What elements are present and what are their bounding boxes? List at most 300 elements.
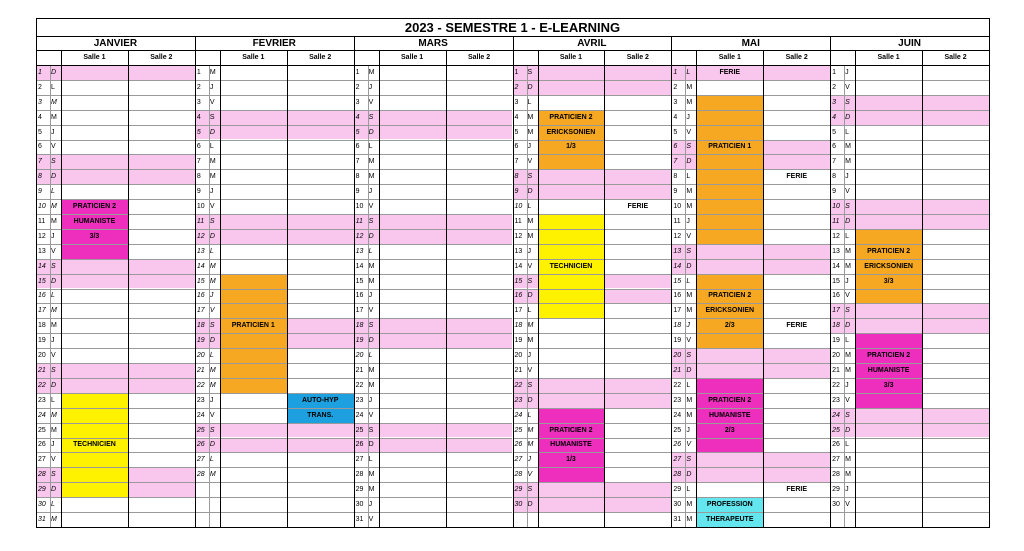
day-of-week: J [51,337,55,345]
day-of-week: M [209,68,216,76]
day-of-week: M [845,262,851,270]
day-of-week: M [686,292,693,300]
day-of-week: L [845,128,850,136]
day-of-week: L [527,203,532,211]
grid-line [36,18,37,527]
grid-line [36,184,195,185]
day-number: 6 [673,143,678,151]
grid-line [36,36,989,37]
grid-line [671,229,830,230]
day-of-week: D [686,471,692,479]
grid-line [830,363,989,364]
day-of-week: L [686,68,691,76]
day-number: 8 [514,173,519,181]
day-of-week: J [686,113,690,121]
day-of-week: J [527,247,531,255]
grid-line [989,18,990,528]
grid-line [195,423,354,424]
day-number: 22 [832,381,840,389]
day-number: 5 [196,128,201,136]
day-of-week: L [51,396,55,404]
day-of-week: M [686,188,693,196]
month-header-mars: MARS [418,37,448,49]
grid-line [195,497,354,498]
grid-line [36,363,195,364]
day-of-week: J [686,426,690,434]
day-of-week: S [845,411,850,419]
day-of-week: V [527,471,533,479]
grid-line [36,438,195,439]
grid-line [671,482,830,483]
grid-line [513,467,672,468]
day-of-week: D [845,426,851,434]
grid-line [36,333,195,334]
day-number: 25 [832,426,840,434]
grid-line [36,244,195,245]
day-of-week: L [527,307,532,315]
grid-line [195,378,354,379]
day-of-week: M [686,515,693,523]
day-number: 29 [514,486,523,494]
day-of-week: L [686,277,691,285]
day-number: 19 [673,337,682,345]
event-label: AUTO-HYP [301,396,339,404]
day-number: 12 [355,232,364,240]
day-number: 16 [38,292,46,300]
grid-line [830,378,989,379]
day-of-week: S [527,277,533,285]
day-number: 7 [832,158,837,166]
day-number: 22 [673,381,682,389]
day-number: 3 [832,98,837,106]
day-number: 20 [355,352,364,360]
grid-line [830,333,989,334]
grid-line [671,438,830,439]
day-number: 28 [832,471,840,479]
day-number: 1 [832,68,837,76]
event-label: PRATICIEN 1 [231,322,275,330]
day-number: 1 [514,68,519,76]
day-of-week: D [368,337,374,345]
grid-line [36,154,195,155]
grid-line [36,50,989,51]
grid-line [513,423,672,424]
day-number: 26 [673,441,682,449]
grid-line [36,274,195,275]
grid-line [195,289,354,290]
day-number: 30 [514,501,523,509]
day-number: 23 [196,396,205,404]
salle-header: Salle 1 [877,54,900,61]
day-number: 18 [832,322,840,330]
grid-line [354,363,513,364]
grid-line [195,36,196,527]
day-number: 1 [196,68,201,76]
day-number: 27 [514,456,523,464]
grid-line [830,452,989,453]
grid-line [830,482,989,483]
day-of-week: M [51,307,57,315]
grid-line [36,408,195,409]
day-number: 17 [38,307,46,315]
day-number: 2 [196,83,201,91]
day-of-week: J [527,143,531,151]
day-number: 8 [196,173,201,181]
grid-line [36,95,195,96]
day-number: 6 [38,143,42,151]
grid-line [671,214,830,215]
day-of-week: V [209,98,215,106]
day-of-week: V [845,83,850,91]
grid-line [36,423,195,424]
grid-line [354,467,513,468]
day-of-week: S [686,247,691,255]
day-number: 27 [355,456,364,464]
grid-line [830,95,989,96]
grid-line [36,214,195,215]
day-number: 18 [673,322,682,330]
grid-line [844,65,845,527]
day-of-week: D [527,396,533,404]
grid-line [830,259,989,260]
day-number: 23 [832,396,840,404]
day-number: 23 [514,396,523,404]
day-number: 27 [673,456,682,464]
day-of-week: D [527,188,533,196]
event-label: 1/3 [566,143,576,151]
grid-line [513,303,672,304]
event-label: TECHNICIEN [549,262,593,270]
day-of-week: L [51,501,55,509]
grid-line [830,184,989,185]
day-number: 8 [673,173,678,181]
grid-line [354,214,513,215]
day-number: 26 [355,441,364,449]
grid-line [36,18,990,19]
day-of-week: M [51,217,57,225]
day-number: 2 [514,83,519,91]
day-number: 17 [196,307,205,315]
salle-header: Salle 1 [559,54,583,61]
grid-line [195,244,354,245]
day-number: 16 [514,292,523,300]
day-of-week: D [686,262,692,270]
grid-line [671,80,830,81]
day-of-week: D [51,277,57,285]
day-number: 21 [38,366,46,374]
day-number: 19 [355,337,364,345]
day-number: 9 [196,188,201,196]
day-number: 4 [355,113,360,121]
event-label: FERIE [719,68,741,76]
grid-line [671,199,830,200]
day-number: 20 [832,352,840,360]
grid-line [195,259,354,260]
grid-line [830,140,989,141]
day-of-week: S [209,217,215,225]
day-of-week: M [51,203,57,211]
grid-line [830,125,989,126]
grid-line [36,512,195,513]
day-number: 11 [38,217,46,225]
day-of-week: D [209,232,215,240]
grid-line [354,184,513,185]
grid-line [354,408,513,409]
day-of-week: D [209,441,215,449]
salle-header: Salle 1 [242,54,265,61]
grid-line [830,169,989,170]
day-of-week: D [368,441,374,449]
day-number: 13 [196,247,205,255]
day-of-week: D [51,486,57,494]
salle-header: Salle 2 [467,54,491,61]
day-of-week: V [845,292,850,300]
day-number: 7 [673,158,678,166]
grid-line [671,348,830,349]
grid-line [513,363,672,364]
day-number: 30 [38,501,46,509]
grid-line [513,36,514,527]
day-of-week: S [209,322,215,330]
event-label: THERAPEUTE [706,515,754,523]
day-of-week: S [368,113,374,121]
grid-line [354,438,513,439]
grid-line [830,438,989,439]
grid-line [513,154,672,155]
grid-line [354,497,513,498]
day-number: 18 [196,322,205,330]
grid-line [354,274,513,275]
day-of-week: J [51,128,55,136]
event-label: PRATICIEN 2 [72,203,116,211]
day-number: 4 [832,113,837,121]
grid-line [209,65,210,527]
day-number: 13 [355,247,364,255]
day-number: 15 [673,277,682,285]
day-number: 7 [355,158,360,166]
event-label: HUMANISTE [708,411,751,419]
grid-line [830,408,989,409]
day-number: 3 [673,98,678,106]
grid-line [513,512,672,513]
page-title: 2023 - SEMESTRE 1 - E-LEARNING [404,19,621,35]
day-of-week: J [845,486,849,494]
day-of-week: J [686,217,690,225]
grid-line [195,95,354,96]
event-label: ERICKSONIEN [864,262,913,270]
grid-line [513,184,672,185]
day-number: 13 [514,247,523,255]
day-number: 13 [38,247,46,255]
day-of-week: V [51,352,56,360]
day-number: 4 [673,113,678,121]
grid-line [671,154,830,155]
grid-line [195,467,354,468]
grid-line [513,289,672,290]
day-number: 24 [832,411,840,419]
day-number: 18 [38,322,46,330]
day-number: 10 [514,203,523,211]
day-number: 11 [355,217,363,225]
grid-line [36,80,195,81]
day-number: 3 [38,98,42,106]
grid-line [513,169,672,170]
grid-line [527,65,528,527]
day-number: 16 [355,292,364,300]
day-of-week: L [845,441,850,449]
grid-line [830,36,831,527]
day-of-week: S [209,426,215,434]
day-number: 20 [514,352,523,360]
day-number: 5 [514,128,519,136]
day-of-week: V [845,501,850,509]
day-number: 11 [832,217,840,225]
day-number: 11 [673,217,681,225]
day-number: 25 [673,426,682,434]
day-number: 26 [196,441,205,449]
grid-line [513,125,672,126]
day-number: 16 [196,292,205,300]
day-of-week: S [368,322,374,330]
grid-line [671,467,830,468]
grid-line [36,289,195,290]
day-number: 17 [673,307,682,315]
day-of-week: S [845,307,850,315]
grid-line [195,303,354,304]
day-of-week: M [368,486,375,494]
grid-line [513,214,672,215]
grid-line [830,318,989,319]
grid-line [513,244,672,245]
grid-line [354,512,513,513]
day-of-week: M [845,143,851,151]
day-of-week: V [368,203,374,211]
day-number: 14 [832,262,840,270]
grid-line [671,274,830,275]
grid-line [513,333,672,334]
grid-line [604,50,605,527]
day-of-week: J [51,441,55,449]
grid-line [671,110,830,111]
day-number: 24 [38,411,46,419]
salle-header: Salle 2 [626,54,649,61]
grid-line [36,229,195,230]
day-of-week: S [51,471,56,479]
day-number: 8 [38,173,42,181]
grid-line [36,65,989,66]
day-of-week: J [368,188,373,196]
day-number: 10 [38,203,46,211]
day-number: 21 [355,366,364,374]
day-of-week: M [51,322,57,330]
salle-header: Salle 2 [944,54,967,61]
grid-line [50,65,51,527]
day-number: 15 [196,277,205,285]
grid-line [671,408,830,409]
day-number: 19 [196,337,205,345]
day-number: 14 [514,262,523,270]
grid-line [354,95,513,96]
event-label: 3/3 [89,232,100,240]
day-of-week: S [51,366,56,374]
day-number: 9 [355,188,360,196]
day-number: 24 [355,411,364,419]
grid-line [36,393,195,394]
day-of-week: M [209,158,216,166]
day-of-week: M [845,352,851,360]
month-header-janvier: JANVIER [93,37,138,49]
grid-line [195,438,354,439]
day-number: 20 [196,352,205,360]
grid-line [830,199,989,200]
day-of-week: M [686,307,693,315]
day-of-week: M [845,456,851,464]
day-of-week: V [527,366,533,374]
day-of-week: S [527,486,533,494]
day-number: 29 [832,486,840,494]
day-of-week: M [527,337,534,345]
day-of-week: V [686,232,691,240]
grid-line [354,36,355,527]
day-number: 11 [514,217,522,225]
grid-line [354,303,513,304]
day-of-week: D [51,68,57,76]
grid-line [513,199,672,200]
grid-line [195,169,354,170]
day-of-week: L [368,247,373,255]
grid-line [354,378,513,379]
event-label: FERIE [786,486,808,494]
grid-line [513,274,672,275]
grid-line [36,348,195,349]
day-of-week: L [209,143,214,151]
grid-line [195,110,354,111]
grid-line [128,50,129,527]
day-of-week: L [527,411,532,419]
grid-line [830,467,989,468]
day-number: 16 [832,292,840,300]
day-number: 4 [38,113,42,121]
grid-line [513,497,672,498]
grid-line [195,214,354,215]
day-of-week: V [368,98,374,106]
day-of-week: L [209,352,214,360]
day-of-week: M [368,277,375,285]
event-label: HUMANISTE [867,366,910,374]
day-of-week: L [51,83,55,91]
day-of-week: J [209,188,214,196]
grid-line [36,125,195,126]
day-number: 28 [38,471,46,479]
grid-line [513,110,672,111]
day-of-week: L [686,381,691,389]
day-number: 1 [673,68,678,76]
day-of-week: V [686,441,691,449]
day-of-week: S [368,426,374,434]
salle-header: Salle 2 [785,54,808,61]
day-number: 10 [196,203,205,211]
day-of-week: V [845,188,850,196]
grid-line [830,214,989,215]
day-of-week: M [209,381,216,389]
event-label: HUMANISTE [73,217,116,225]
day-of-week: M [209,262,216,270]
grid-line [354,259,513,260]
month-header-juin: JUIN [898,37,921,49]
day-number: 24 [673,411,682,419]
day-number: 20 [673,352,682,360]
grid-line [354,482,513,483]
